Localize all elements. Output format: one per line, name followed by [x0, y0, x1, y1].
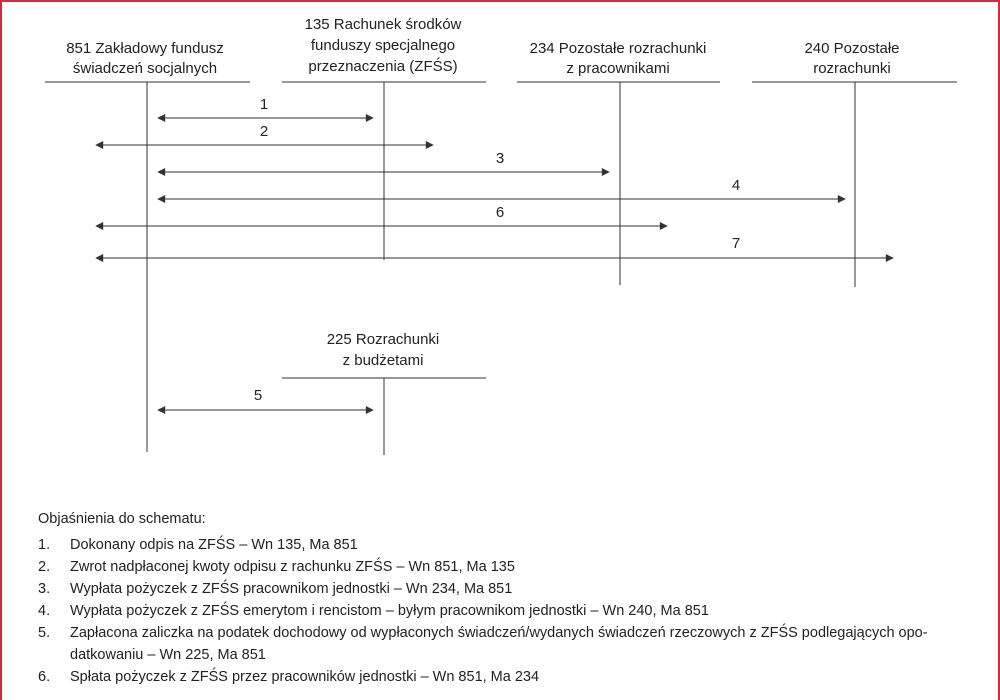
flow-5-label: 5: [253, 387, 263, 404]
account-135-label-line3: przeznaczenia (ZFŚS): [308, 58, 458, 75]
account-234-label-line1: 234 Pozostałe rozrachunki: [529, 40, 707, 57]
flow-4-label: 4: [731, 177, 741, 194]
legend-item: [38, 556, 978, 578]
flow-4: [158, 177, 845, 199]
account-851-label-line2: świadczeń socjalnych: [72, 60, 218, 77]
legend-item-number: 6.: [38, 669, 51, 685]
legend-item-text: Dokonany odpis na ZFŚS – Wn 135, Ma 851: [70, 537, 358, 553]
legend-list: [38, 534, 978, 688]
legend-item: [38, 622, 978, 666]
account-225-label-line1: 225 Rozrachunki: [326, 331, 440, 348]
legend-item-text: Zapłacona zaliczka na podatek dochodowy od wypłaconych świadczeń/wydanych świadczeń rzeczowych z ZFŚS podlegających opo-datkowaniu – Wn 225, Ma 851: [70, 625, 928, 663]
account-240-label-line1: 240 Pozostałe: [804, 40, 900, 57]
legend-item-text: Spłata pożyczek z ZFŚS przez pracowników jednostki – Wn 851, Ma 234: [70, 669, 540, 685]
legend-item-number: 5.: [38, 625, 51, 641]
flow-5: [158, 387, 373, 410]
account-135-label-line2: funduszy specjalnego: [310, 37, 456, 54]
account-135: [282, 16, 486, 260]
flow-3-label: 3: [495, 150, 505, 167]
legend-item: [38, 600, 978, 622]
legend-item-text: Wypłata pożyczek z ZFŚS pracownikom jednostki – Wn 234, Ma 851: [70, 581, 513, 597]
account-225-label-line2: z budżetami: [342, 352, 424, 369]
flow-1: [158, 96, 373, 118]
legend-item-number: 2.: [38, 559, 51, 575]
flow-7: [96, 235, 893, 258]
legend-item: [38, 578, 978, 600]
legend-item-text: Wypłata pożyczek z ZFŚS emerytom i rencistom – byłym pracownikom jednostki – Wn 240, Ma 851: [70, 603, 709, 619]
flow-2-label: 2: [259, 123, 269, 140]
legend-item-number: 3.: [38, 581, 51, 597]
account-851: [45, 40, 250, 452]
account-240: [752, 40, 957, 287]
account-851-label-line1: 851 Zakładowy fundusz: [66, 40, 224, 57]
legend-item-number: 1.: [38, 537, 51, 553]
account-240-label-line2: rozrachunki: [813, 60, 891, 77]
legend-item: [38, 534, 978, 556]
flow-7-label: 7: [731, 235, 741, 252]
account-225: [282, 331, 486, 455]
legend: [38, 508, 978, 688]
legend-item: [38, 666, 978, 688]
flow-6-label: 6: [495, 204, 505, 221]
legend-item-text: Zwrot nadpłaconej kwoty odpisu z rachunku ZFŚS – Wn 851, Ma 135: [70, 559, 515, 575]
account-234: [517, 40, 720, 285]
flow-1-label: 1: [259, 96, 269, 113]
flow-6: [96, 204, 667, 226]
account-234-label-line2: z pracownikami: [566, 60, 670, 77]
legend-heading: Objaśnienia do schematu:: [38, 511, 206, 527]
account-135-label-line1: 135 Rachunek środków: [304, 16, 462, 33]
legend-item-number: 4.: [38, 603, 51, 619]
